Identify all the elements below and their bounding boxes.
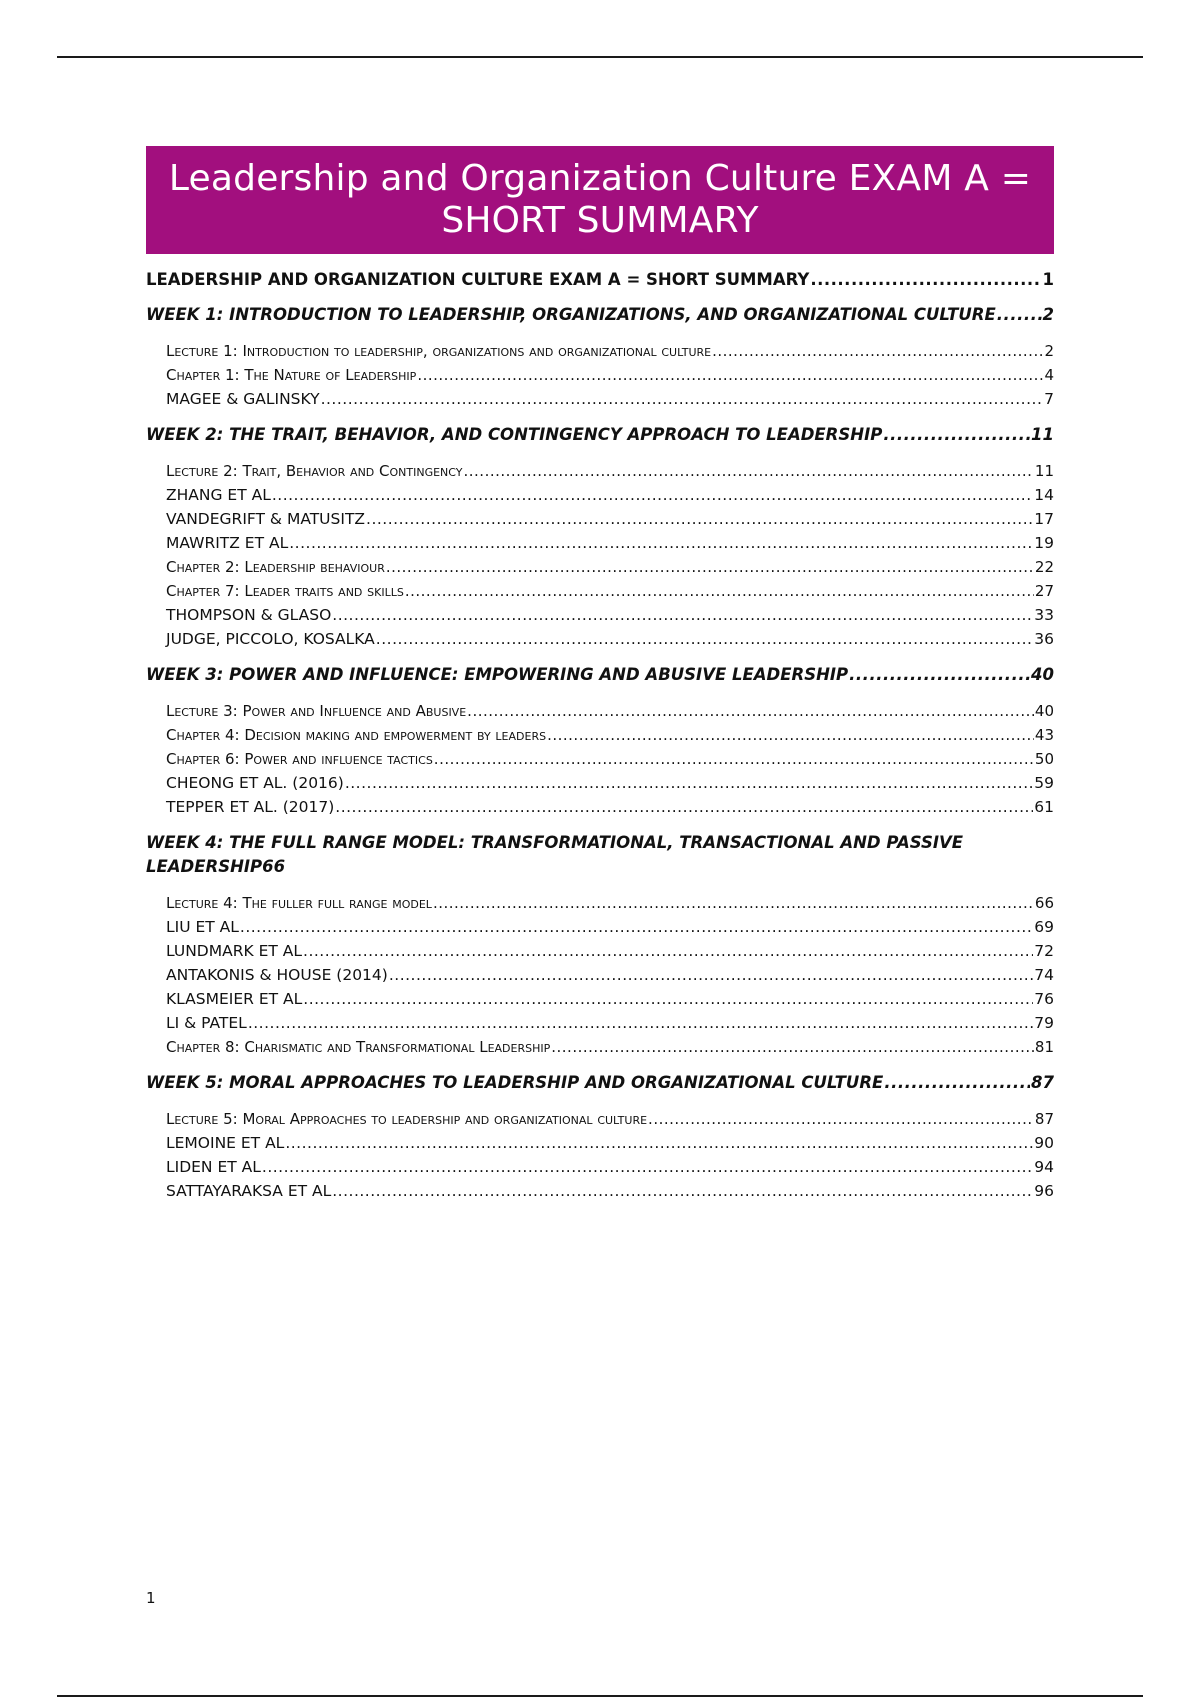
toc-entry-page: 11 bbox=[1034, 462, 1054, 480]
toc-entry-page: 66 bbox=[1034, 894, 1054, 912]
toc-entry-label: Lecture 4: The fuller full range model bbox=[166, 894, 432, 912]
toc-leader-dots bbox=[849, 663, 1030, 687]
toc-leader-dots bbox=[433, 891, 1034, 915]
toc-item[interactable] bbox=[146, 1131, 1054, 1155]
toc-entry-page: 61 bbox=[1034, 798, 1054, 816]
toc-item[interactable] bbox=[146, 339, 1054, 363]
toc-item[interactable] bbox=[146, 579, 1054, 603]
toc-item[interactable] bbox=[146, 699, 1054, 723]
toc-item[interactable] bbox=[146, 459, 1054, 483]
toc-item[interactable] bbox=[146, 1179, 1054, 1203]
toc-leader-dots bbox=[248, 1011, 1033, 1035]
toc-leader-dots bbox=[417, 363, 1043, 387]
toc-leader-dots bbox=[712, 339, 1043, 363]
toc-leader-dots bbox=[467, 699, 1034, 723]
toc-entry-label: CHEONG ET AL. (2016) bbox=[166, 774, 344, 792]
toc-entry-label: KLASMEIER ET AL bbox=[166, 990, 303, 1008]
document-title-text: Leadership and Organization Culture EXAM A = SHORT SUMMARY bbox=[168, 158, 1032, 241]
toc-item[interactable] bbox=[146, 507, 1054, 531]
toc-entry-page: 50 bbox=[1034, 750, 1054, 768]
toc-entry-page: 81 bbox=[1034, 1038, 1054, 1056]
toc-item[interactable] bbox=[146, 795, 1054, 819]
document-title bbox=[146, 146, 1054, 254]
toc-entry-label: VANDEGRIFT & MATUSITZ bbox=[166, 510, 366, 528]
toc-week3-heading[interactable] bbox=[146, 663, 1054, 687]
toc-entry-page: 40 bbox=[1031, 665, 1054, 684]
toc-entry-label: Lecture 2: Trait, Behavior and Contingency bbox=[166, 462, 463, 480]
toc-leader-dots bbox=[303, 939, 1033, 963]
toc-item[interactable] bbox=[146, 387, 1054, 411]
toc-main-entry[interactable] bbox=[146, 268, 1054, 292]
toc-entry-label: LIDEN ET AL bbox=[166, 1158, 261, 1176]
toc-leader-dots bbox=[434, 747, 1034, 771]
toc-leader-dots bbox=[386, 555, 1034, 579]
toc-entry-label-line2: LEADERSHIP bbox=[146, 857, 263, 876]
toc-leader-dots bbox=[405, 579, 1034, 603]
toc-entry-page: 2 bbox=[1042, 305, 1054, 324]
toc-entry-page: 17 bbox=[1034, 510, 1054, 528]
toc-entry-label: WEEK 3: POWER AND INFLUENCE: EMPOWERING AND ABUSIVE LEADERSHIP bbox=[146, 665, 849, 684]
toc-item[interactable] bbox=[146, 555, 1054, 579]
toc-entry-page: 43 bbox=[1034, 726, 1054, 744]
toc-entry-label: LEADERSHIP AND ORGANIZATION CULTURE EXAM A = SHORT SUMMARY bbox=[146, 270, 810, 289]
toc-entry-label: MAWRITZ ET AL bbox=[166, 534, 289, 552]
toc-item[interactable] bbox=[146, 891, 1054, 915]
toc-entry-label: MAGEE & GALINSKY bbox=[166, 390, 320, 408]
toc-entry-page: 96 bbox=[1034, 1182, 1054, 1200]
toc-item[interactable] bbox=[146, 747, 1054, 771]
toc-item[interactable] bbox=[146, 987, 1054, 1011]
footer-rule bbox=[57, 1695, 1143, 1697]
toc-entry-page: 4 bbox=[1044, 366, 1054, 384]
toc-item[interactable] bbox=[146, 963, 1054, 987]
toc-entry-page: 87 bbox=[1034, 1110, 1054, 1128]
toc-entry-label: Lecture 1: Introduction to leadership, organizations and organizational culture bbox=[166, 342, 712, 360]
toc-week2-heading[interactable] bbox=[146, 423, 1054, 447]
toc-item[interactable] bbox=[146, 483, 1054, 507]
toc-leader-dots bbox=[547, 723, 1034, 747]
toc-entry-page: 2 bbox=[1044, 342, 1054, 360]
toc-entry-page: 14 bbox=[1034, 486, 1054, 504]
toc-week5-items bbox=[146, 1107, 1054, 1203]
toc-entry-label: Chapter 1: The Nature of Leadership bbox=[166, 366, 417, 384]
toc-item[interactable] bbox=[146, 1011, 1054, 1035]
toc-entry-page: 36 bbox=[1034, 630, 1054, 648]
toc-entry-page: 27 bbox=[1034, 582, 1054, 600]
toc-week4-items bbox=[146, 891, 1054, 1059]
toc-entry-page: 79 bbox=[1034, 1014, 1054, 1032]
toc-item[interactable] bbox=[146, 363, 1054, 387]
toc-leader-dots bbox=[884, 1071, 1030, 1095]
toc-leader-dots bbox=[366, 507, 1033, 531]
toc-entry-label: Chapter 8: Charismatic and Transformational Leadership bbox=[166, 1038, 551, 1056]
toc-item[interactable] bbox=[146, 1155, 1054, 1179]
toc-entry-label: WEEK 5: MORAL APPROACHES TO LEADERSHIP AND ORGANIZATIONAL CULTURE bbox=[146, 1073, 884, 1092]
toc-entry-label: Chapter 4: Decision making and empowerment by leaders bbox=[166, 726, 547, 744]
toc-item[interactable] bbox=[146, 1035, 1054, 1059]
toc-entry-page: 94 bbox=[1034, 1158, 1054, 1176]
toc-entry-page: 33 bbox=[1034, 606, 1054, 624]
toc-entry-label: SATTAYARAKSA ET AL bbox=[166, 1182, 332, 1200]
toc-leader-dots bbox=[303, 987, 1033, 1011]
toc-entry-page: 72 bbox=[1034, 942, 1054, 960]
toc-leader-dots bbox=[464, 459, 1034, 483]
toc-leader-dots bbox=[262, 1155, 1033, 1179]
toc-entry-page: 22 bbox=[1034, 558, 1054, 576]
toc-entry-label: Chapter 2: Leadership behaviour bbox=[166, 558, 385, 576]
toc-leader-dots bbox=[321, 387, 1044, 411]
toc-entry-label: Chapter 7: Leader traits and skills bbox=[166, 582, 404, 600]
toc-item[interactable] bbox=[146, 531, 1054, 555]
toc-entry-label: Lecture 3: Power and Influence and Abusive bbox=[166, 702, 467, 720]
toc-leader-dots bbox=[810, 268, 1041, 292]
toc-leader-dots bbox=[332, 603, 1033, 627]
toc-week4-heading[interactable] bbox=[146, 831, 1054, 879]
toc-entry-label-line1: WEEK 4: THE FULL RANGE MODEL: TRANSFORMATIONAL, TRANSACTIONAL AND PASSIVE bbox=[146, 833, 964, 852]
toc-entry-page: 19 bbox=[1034, 534, 1054, 552]
toc-entry-page: 7 bbox=[1044, 390, 1054, 408]
toc-week2-items bbox=[146, 459, 1054, 651]
toc-leader-dots bbox=[345, 771, 1033, 795]
toc-leader-dots bbox=[285, 1131, 1033, 1155]
toc-leader-dots bbox=[648, 1107, 1034, 1131]
toc-entry-label: JUDGE, PICCOLO, KOSALKA bbox=[166, 630, 375, 648]
toc-item[interactable] bbox=[146, 771, 1054, 795]
toc-entry-page: 11 bbox=[1031, 425, 1054, 444]
toc-item[interactable] bbox=[146, 627, 1054, 651]
document-page bbox=[146, 146, 1054, 1215]
toc-entry-label: ZHANG ET AL bbox=[166, 486, 271, 504]
toc-week3-items bbox=[146, 699, 1054, 819]
toc-entry-label: ANTAKONIS & HOUSE (2014) bbox=[166, 966, 388, 984]
toc-week5-heading[interactable] bbox=[146, 1071, 1054, 1095]
table-of-contents bbox=[146, 268, 1054, 1203]
toc-entry-label: TEPPER ET AL. (2017) bbox=[166, 798, 335, 816]
toc-entry-page: 90 bbox=[1034, 1134, 1054, 1152]
toc-leader-dots bbox=[389, 963, 1033, 987]
toc-leader-dots bbox=[240, 915, 1033, 939]
toc-entry-page: 40 bbox=[1034, 702, 1054, 720]
toc-entry-page: 74 bbox=[1034, 966, 1054, 984]
toc-entry-label: WEEK 1: INTRODUCTION TO LEADERSHIP, ORGANIZATIONS, AND ORGANIZATIONAL CULTURE bbox=[146, 305, 996, 324]
toc-leader-dots bbox=[335, 795, 1033, 819]
toc-entry-page: 59 bbox=[1034, 774, 1054, 792]
toc-entry-page: 69 bbox=[1034, 918, 1054, 936]
toc-entry-page: 87 bbox=[1031, 1073, 1054, 1092]
toc-item[interactable] bbox=[146, 1107, 1054, 1131]
toc-leader-dots bbox=[289, 531, 1033, 555]
toc-week1-items bbox=[146, 339, 1054, 411]
toc-item[interactable] bbox=[146, 939, 1054, 963]
toc-leader-dots bbox=[376, 627, 1033, 651]
toc-item[interactable] bbox=[146, 603, 1054, 627]
toc-entry-page: 1 bbox=[1042, 270, 1054, 289]
toc-item[interactable] bbox=[146, 723, 1054, 747]
toc-entry-label: LEMOINE ET AL bbox=[166, 1134, 285, 1152]
footer-page-number: 1 bbox=[146, 1589, 156, 1607]
toc-leader-dots bbox=[883, 423, 1030, 447]
toc-entry-label: THOMPSON & GLASO bbox=[166, 606, 332, 624]
toc-entry-label: LUNDMARK ET AL bbox=[166, 942, 303, 960]
toc-entry-line2 bbox=[146, 855, 1054, 879]
toc-leader-dots bbox=[997, 303, 1042, 327]
toc-entry-page: 66 bbox=[262, 857, 286, 876]
header-rule bbox=[57, 56, 1143, 58]
toc-entry-label: Lecture 5: Moral Approaches to leadership and organizational culture bbox=[166, 1110, 648, 1128]
toc-entry-page: 76 bbox=[1034, 990, 1054, 1008]
toc-item[interactable] bbox=[146, 915, 1054, 939]
toc-leader-dots bbox=[551, 1035, 1034, 1059]
toc-leader-dots bbox=[332, 1179, 1033, 1203]
toc-leader-dots bbox=[272, 483, 1033, 507]
toc-entry-label: Chapter 6: Power and influence tactics bbox=[166, 750, 433, 768]
toc-entry-label: LIU ET AL bbox=[166, 918, 239, 936]
toc-entry-label: WEEK 2: THE TRAIT, BEHAVIOR, AND CONTINGENCY APPROACH TO LEADERSHIP bbox=[146, 425, 883, 444]
toc-entry-label: LI & PATEL bbox=[166, 1014, 247, 1032]
toc-week1-heading[interactable] bbox=[146, 303, 1054, 327]
